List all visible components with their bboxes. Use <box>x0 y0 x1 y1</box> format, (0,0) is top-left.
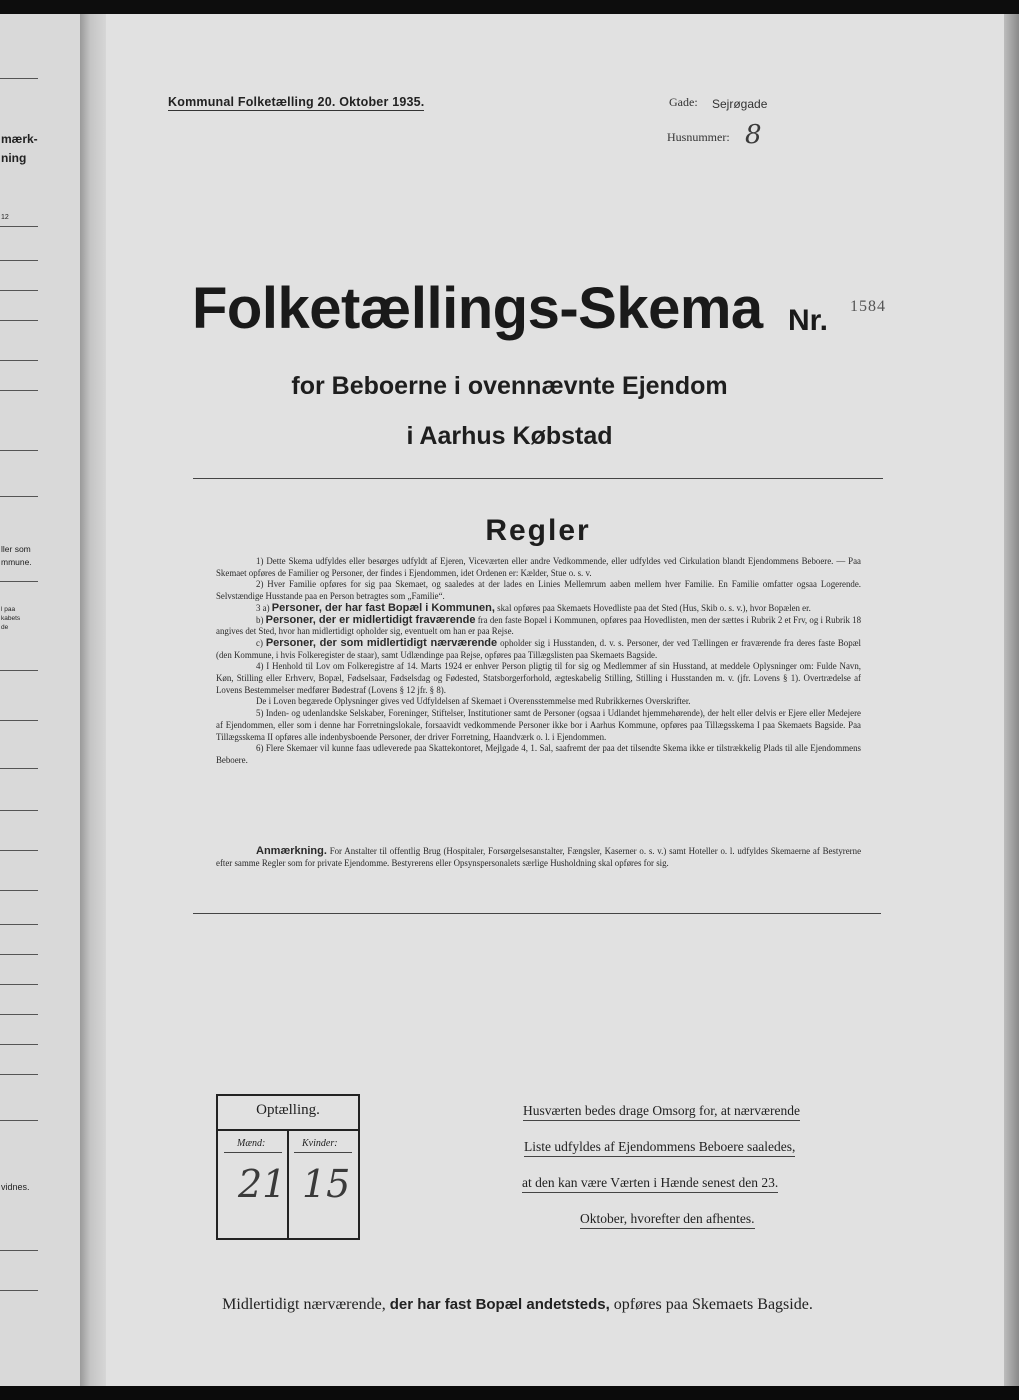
count-box-divider <box>287 1131 289 1238</box>
rule-3b: b) Personer, der er midlertidigt fraværende fra den faste Bopæl i Kommunen, opføres paa Hovedlisten, men der sættes i Rubrik 2 et Frv, og i Rubrik 18 angives det Sted, hvor han midlertidigt opholder sig, eventuelt om han er paa Rejse. <box>216 613 862 637</box>
left-page-text: vidnes. <box>1 1182 30 1192</box>
women-label: Kvinder: <box>302 1138 338 1149</box>
rules-text <box>216 556 861 767</box>
left-page-rule <box>0 954 38 955</box>
divider <box>193 478 883 479</box>
footer-part: opføres paa Skemaets Bagside. <box>613 1296 813 1313</box>
left-page-rule <box>0 1250 38 1251</box>
left-page-text: ller som <box>1 544 31 554</box>
left-page-rule <box>0 496 38 497</box>
left-page-text: kabets <box>1 615 21 622</box>
left-page-text: 12 <box>1 214 9 221</box>
left-page-rule <box>0 290 38 291</box>
left-page-text: de <box>1 624 9 631</box>
left-page-rule <box>0 670 38 671</box>
remark <box>216 846 861 869</box>
rule-2: 2) Hver Familie opføres for sig paa Skemaet, og saaledes at der lades en Linies Mellemrum aaben mellem hver Familie. En Familie omfatter ogsaa Logerende. Selvstændige Husstande paa en Person betragtes som „Familie“. <box>216 579 861 602</box>
street-label: Gade: <box>669 95 698 109</box>
footer-part: Midlertidigt nærværende, <box>222 1296 386 1313</box>
left-page-rule <box>0 1290 38 1291</box>
left-page-rule <box>0 850 38 851</box>
rule-3a-heading: Personer, der har fast Bopæl i Kommunen, <box>271 601 495 614</box>
left-page-rule <box>0 984 38 985</box>
scan-border <box>0 1386 1019 1400</box>
left-page-rule <box>0 1014 38 1015</box>
left-page-rule <box>0 581 38 582</box>
form-subtitle: for Beboerne i ovennævnte Ejendom <box>291 372 728 400</box>
left-page-text: ning <box>1 151 27 165</box>
form-subtitle-city: i Aarhus Købstad <box>406 422 613 450</box>
notice-line: Oktober, hvorefter den afhentes. <box>580 1211 755 1229</box>
left-page-rule <box>0 768 38 769</box>
rules-heading: Regler <box>485 514 591 547</box>
rule-6: 6) Flere Skemaer vil kunne faas udleverede paa Skattekontoret, Mejlgade 4, 1. Sal, saafremt der paa det tilsendte Skema ikke er tilstrækkelig Plads til alle Ejendommens Beboere. <box>216 743 861 765</box>
street-value: Sejrøgade <box>712 97 768 111</box>
rule-3c-heading: Personer, der som midlertidigt nærværende <box>265 636 498 649</box>
form-title: Folketællings-Skema <box>192 276 763 341</box>
rule-1: 1) Dette Skema udfyldes eller besørges udfyldt af Ejeren, Viceværten eller andre Vedkommende, eller udfyldes ved Cirkulation blandt Ejendommens Beboere. — Paa Skemaet opføres de Familier og Personer, der findes i Ejendommen, idet Ordenen er: Kælder, Stue o. s. v. <box>216 556 861 578</box>
left-page-rule <box>0 1044 38 1045</box>
men-count-value: 21 <box>238 1162 287 1206</box>
left-page-fragment <box>0 14 80 1390</box>
left-page-rule <box>0 260 38 261</box>
left-page-rule <box>0 320 38 321</box>
rule-5: 5) Inden- og udenlandske Selskaber, Foreninger, Stiftelser, Institutioner samt de Personer (ogsaa i Udlandet hjemmehørende), der helt eller delvis er Ejere eller Medejere af Ejendommen, eller som i denne har Forretningslokale, forsaavidt vedkommende Personer ikke bor i Aarhus Kommune, opføres paa Tillægsskema I paa Skemaets Bagside. Paa Tillægsskema II opføres alle indenbysboende Personer, der driver Forretning, Haandværk o. l. i Ejendommen. <box>216 708 861 742</box>
count-box <box>216 1094 360 1240</box>
left-page-rule <box>0 924 38 925</box>
rule-3a: 3 a) Personer, der har fast Bopæl i Kommunen, skal opføres paa Skemaets Hovedliste paa det Sted (Hus, Skib o. s. v.), hvor Bopælen er. <box>256 601 811 614</box>
rule-3b-heading: Personer, der er midlertidigt fraværende <box>265 613 476 626</box>
left-page-text: mmune. <box>1 557 32 567</box>
left-page-text: mærk- <box>1 132 38 146</box>
remark-heading: Anmærkning. <box>256 845 327 857</box>
rule-3c: c) Personer, der som midlertidigt nærværende opholder sig i Husstanden, d. v. s. Personer, der ved Tællingen er fraværende fra deres faste Bopæl (den Kommune, i hvis Folkeregister de staar), samt Udlændinge paa Rejse, opføres paa Tillægslisten paa Skemaets Bagside. <box>216 636 862 660</box>
rule-4: 4) I Henhold til Lov om Folkeregistre af 14. Marts 1924 er enhver Person pligtig til for sig og Medlemmer af sin Husstand, at meddele Oplysninger om: Fulde Navn, Køn, Stilling eller Erhverv, Bopæl, Fødselsaar, Fødselsdag og Fødested, Statsborgerforhold, ægteskabelig Stilling, Stilling i Husstanden m. v. (jfr. Lovens § 1). Overtrædelse af Lovens Bestemmelser medfører Bødestraf (Lovens § 12 jfr. § 8). <box>216 661 861 695</box>
left-page-rule <box>0 810 38 811</box>
notice-line: Husværten bedes drage Omsorg for, at nærværende <box>523 1103 800 1121</box>
left-page-rule <box>0 1074 38 1075</box>
left-page-rule <box>0 720 38 721</box>
page-edge <box>1004 14 1019 1386</box>
women-count-value: 15 <box>302 1162 351 1206</box>
left-page-rule <box>0 226 38 227</box>
notice-line: Liste udfyldes af Ejendommens Beboere saaledes, <box>524 1139 795 1157</box>
left-page-text: l paa <box>1 606 16 613</box>
left-page-rule <box>0 890 38 891</box>
census-title: Kommunal Folketælling 20. Oktober 1935. <box>168 95 425 109</box>
left-page-rule <box>0 360 38 361</box>
rule-4-note: De i Loven begærede Oplysninger gives ved Udfyldelsen af Skemaet i Overensstemmelse med Rubrikkernes Overskrifter. <box>256 696 691 707</box>
book-gutter <box>80 14 106 1390</box>
house-number-label: Husnummer: <box>667 130 730 144</box>
left-page-rule <box>0 1120 38 1121</box>
divider <box>193 913 881 914</box>
left-page-rule <box>0 78 38 79</box>
men-label: Mænd: <box>237 1138 266 1149</box>
form-number-label: Nr. <box>788 304 829 337</box>
men-label-underline <box>224 1152 282 1153</box>
house-number-value: 8 <box>745 120 762 150</box>
footer-part-bold: der har fast Bopæl andetsteds, <box>389 1296 610 1313</box>
remark-text: For Anstalter til offentlig Brug (Hospitaler, Forsørgelsesanstalter, Fængsler, Kaserner o. s. v.) samt Hoteller o. l. udfyldes Skemaerne af Bestyrerne efter samme Regler som for private Ejendomme. Bestyrerens eller Opsynspersonalets særlige Husholdning skal opføres for sig. <box>216 846 862 868</box>
women-label-underline <box>294 1152 352 1153</box>
notice-line: at den kan være Værten i Hænde senest den 23. <box>522 1175 778 1193</box>
count-title: Optælling. <box>256 1102 320 1118</box>
footer-note <box>0 1296 1019 1314</box>
form-number-value: 1584 <box>850 298 886 315</box>
